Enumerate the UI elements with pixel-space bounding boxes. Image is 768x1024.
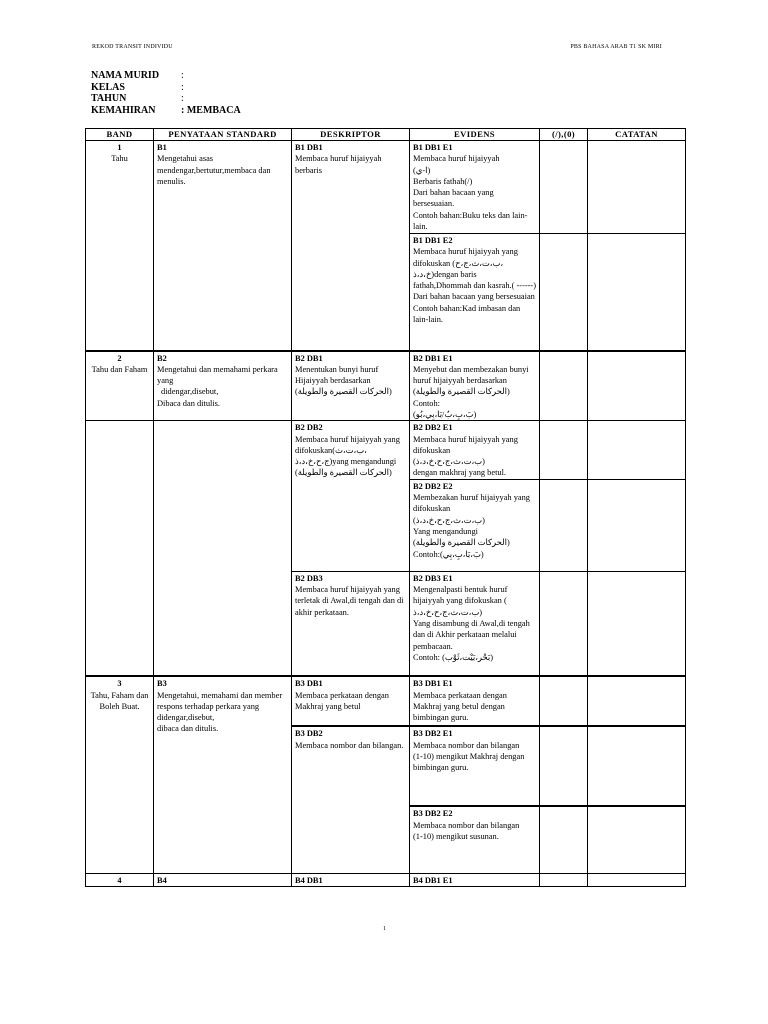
evidence-code: B3 DB1 E1 — [413, 679, 453, 689]
tick-cell[interactable] — [540, 571, 588, 676]
evidence-line: Menyebut dan membezakan bunyi huruf hijaiyyah berdasarkan — [413, 364, 529, 386]
nama-murid-colon: : — [181, 70, 184, 81]
standard-text: dibaca dan ditulis. — [157, 724, 219, 734]
evidence-line: Membaca huruf hijaiyyah yang difokuskan — [413, 434, 518, 455]
standard-text: Dibaca dan ditulis. — [157, 398, 221, 408]
band-number: 3 — [117, 679, 122, 689]
evidence-arabic: (ا-ي) — [413, 165, 431, 175]
standard-text: Mengetahui asas mendengar,bertutur,membaca dan menulis. — [157, 154, 271, 186]
standard-cell — [154, 676, 292, 873]
catatan-cell[interactable] — [588, 806, 686, 873]
kemahiran-value: : MEMBACA — [181, 104, 241, 116]
header-deskriptor: DESKRIPTOR — [292, 129, 410, 141]
evidence-line: Membezakan huruf hijaiyyah yang difokuskan — [413, 493, 530, 514]
evidence-cell — [410, 234, 540, 351]
info-row-nama-murid — [91, 70, 241, 82]
descriptor-text: ج،ح،خ،د،ذ)yang mengandungi — [295, 457, 397, 467]
page-number: 1 — [383, 926, 386, 932]
evidence-line: Yang mengandungi — [413, 526, 478, 536]
evidence-code: B4 DB1 E1 — [413, 875, 453, 885]
band-cell — [86, 873, 154, 886]
catatan-cell[interactable] — [588, 351, 686, 421]
evidence-arabic: (الحركات القصيرة والطويلة) — [413, 387, 510, 397]
descriptor-cell — [292, 571, 410, 676]
descriptor-code: B1 DB1 — [295, 143, 323, 152]
evidence-cell — [410, 726, 540, 806]
evidence-arabic: (الحركات القصيرة والطويلة) — [413, 538, 510, 548]
evidence-code: B2 DB2 E1 — [413, 423, 453, 433]
descriptor-text: Membaca perkataan dengan Makhraj yang betul — [295, 690, 389, 711]
header-catatan: CATATAN — [588, 129, 686, 141]
descriptor-code: B2 DB3 — [295, 573, 323, 583]
evidence-line: Membaca perkataan dengan Makhraj yang betul dengan bimbingan guru. — [413, 690, 507, 723]
evidence-line: Contoh: (بَحْر،بَيْت،ثَوْب) — [413, 652, 494, 662]
evidence-line: Contoh: — [413, 398, 440, 408]
transit-record-table — [85, 128, 686, 887]
band-cell — [86, 141, 154, 351]
evidence-line: Mengenalpasti bentuk huruf hijaiyyah yang difokuskan ( — [413, 585, 508, 606]
evidence-code: B3 DB2 E2 — [413, 809, 453, 819]
table-header-row — [86, 129, 686, 141]
evidence-code: B2 DB3 E1 — [413, 573, 453, 583]
catatan-cell[interactable] — [588, 421, 686, 479]
standard-cell — [154, 873, 292, 886]
descriptor-code: B2 DB2 — [295, 423, 323, 433]
tick-cell[interactable] — [540, 234, 588, 351]
student-info-block — [91, 70, 241, 116]
table-row — [86, 141, 686, 234]
evidence-cell — [410, 141, 540, 234]
descriptor-text: Membaca huruf hijaiyyah yang terletak di Awal,di tengah dan di akhir perkataan. — [295, 585, 404, 617]
evidence-cell — [410, 676, 540, 726]
descriptor-text: Membaca huruf hijaiyyah berbaris — [295, 154, 382, 175]
standard-text: didengar,disebut, — [161, 387, 219, 397]
standard-text: Mengetahui dan memahami perkara yang — [157, 364, 278, 386]
catatan-cell[interactable] — [588, 873, 686, 886]
tahun-label: TAHUN — [91, 93, 127, 104]
table-row — [86, 873, 686, 886]
evidence-line: Contoh bahan:Buku teks dan lain-lain. — [413, 210, 528, 232]
evidence-cell — [410, 571, 540, 676]
catatan-cell[interactable] — [588, 141, 686, 234]
catatan-cell[interactable] — [588, 234, 686, 351]
evidence-line: Contoh:(بَ،بَا،بِ،بِي) — [413, 549, 484, 559]
band-name: Tahu, Faham dan Boleh Buat. — [90, 690, 149, 711]
evidence-line: (1-10) mengikut Makhraj dengan bimbingan guru. — [413, 751, 525, 773]
evidence-code: B1 DB1 E1 — [413, 143, 453, 152]
table-row — [86, 676, 686, 726]
standard-code: B2 — [157, 353, 167, 363]
band-number: 2 — [117, 353, 122, 363]
descriptor-arabic: (الحركات القصيرة والطويلة) — [295, 387, 392, 397]
evidence-arabic: (ب،ت،ث،ج،ح،خ،د،ذ) — [413, 457, 485, 467]
descriptor-text: Membaca nombor dan bilangan. — [295, 740, 404, 750]
band-number: 1 — [117, 143, 122, 152]
evidence-code: B2 DB2 E2 — [413, 481, 453, 491]
standard-cell — [154, 141, 292, 351]
descriptor-code: B3 DB1 — [295, 679, 323, 689]
evidence-line: dengan makhraj yang betul. — [413, 468, 507, 478]
header-penyataan-standard: PENYATAAN STANDARD — [154, 129, 292, 141]
tahun-colon: : — [181, 93, 184, 104]
standard-code: B3 — [157, 679, 167, 689]
tick-cell[interactable] — [540, 873, 588, 886]
kelas-label: KELAS — [91, 81, 125, 93]
tick-cell[interactable] — [540, 676, 588, 726]
evidence-line: Membaca nombor dan bilangan — [413, 820, 520, 830]
info-row-tahun — [91, 93, 241, 105]
catatan-cell[interactable] — [588, 726, 686, 806]
evidence-line: Membaca nombor dan bilangan — [413, 740, 520, 750]
evidence-line: Yang disambung di Awal,di tengah dan di Akhir perkataan melalui pembacaan. — [413, 618, 530, 651]
band-cell — [86, 676, 154, 873]
evidence-cell — [410, 873, 540, 886]
evidence-cell — [410, 806, 540, 873]
tick-cell[interactable] — [540, 351, 588, 421]
evidence-line: Contoh bahan:Kad imbasan dan lain-lain. — [413, 303, 521, 325]
tick-cell[interactable] — [540, 141, 588, 234]
evidence-line: خ،د،ذ)dengan baris fathah,Dhommah dan kasrah.( ------) — [413, 269, 537, 291]
band-name: Tahu — [111, 154, 128, 164]
descriptor-cell — [292, 421, 410, 571]
tick-cell[interactable] — [540, 479, 588, 571]
standard-cell-empty — [154, 421, 292, 676]
nama-murid-label: NAMA MURID — [91, 70, 160, 81]
evidence-arabic: ب،ت،ث،ج،ح،خ،د،ذ) — [413, 607, 483, 617]
band-cell-empty — [86, 421, 154, 676]
evidence-code: B1 DB1 E2 — [413, 236, 453, 245]
descriptor-code: B2 DB1 — [295, 353, 323, 363]
evidence-line: Membaca huruf hijaiyyah — [413, 154, 500, 164]
info-row-kemahiran — [91, 105, 241, 117]
evidence-line: Berbaris fathah(/) — [413, 176, 473, 186]
standard-cell — [154, 351, 292, 421]
band-name: Tahu dan Faham — [91, 364, 148, 374]
standard-code: B1 — [157, 143, 167, 152]
info-row-kelas — [91, 82, 241, 94]
band-cell — [86, 351, 154, 421]
descriptor-cell — [292, 351, 410, 421]
catatan-cell[interactable] — [588, 676, 686, 726]
evidence-code: B2 DB1 E1 — [413, 353, 453, 363]
evidence-arabic: (ب،ت،ث،ج،ح،خ،د،ذ) — [413, 515, 485, 525]
descriptor-arabic: (الحركات القصيرة والطويلة) — [295, 468, 392, 478]
header-tick: (/),(0) — [540, 129, 588, 141]
descriptor-cell — [292, 873, 410, 886]
tick-cell[interactable] — [540, 421, 588, 479]
evidence-cell — [410, 479, 540, 571]
descriptor-cell — [292, 676, 410, 726]
catatan-cell[interactable] — [588, 479, 686, 571]
evidence-cell — [410, 421, 540, 479]
header-band: BAND — [86, 129, 154, 141]
evidence-line: (1-10) mengikut susunan. — [413, 831, 499, 841]
descriptor-text: Menentukan bunyi huruf Hijaiyyah berdasarkan — [295, 364, 379, 386]
evidence-arabic: (بَ،بِ،بُ/بَا،بِي،بُو) — [413, 409, 477, 419]
catatan-cell[interactable] — [588, 571, 686, 676]
descriptor-code: B4 DB1 — [295, 875, 323, 885]
descriptor-text: Membaca huruf hijaiyyah yang difokuskan(ب،ت،ث، — [295, 434, 400, 455]
descriptor-code: B3 DB2 — [295, 729, 323, 739]
kemahiran-label: KEMAHIRAN — [91, 104, 156, 116]
descriptor-cell — [292, 141, 410, 351]
evidence-line: Membaca huruf hijaiyyah yang difokuskan (ب،ت،ث،ج،ح، — [413, 247, 518, 268]
header-evidens: EVIDENS — [410, 129, 540, 141]
table-row — [86, 421, 686, 479]
descriptor-cell — [292, 726, 410, 873]
band-number: 4 — [117, 875, 122, 885]
standard-code: B4 — [157, 875, 167, 885]
evidence-line: Dari bahan bacaan yang bersesuaian — [413, 292, 535, 302]
kelas-colon: : — [181, 81, 184, 93]
tick-cell[interactable] — [540, 726, 588, 806]
document-header-left: REKOD TRANSIT INDIVIDU — [92, 44, 173, 50]
table-row — [86, 351, 686, 421]
evidence-cell — [410, 351, 540, 421]
tick-cell[interactable] — [540, 806, 588, 873]
document-header-right: PBS BAHASA ARAB T1 SK MIRI — [570, 44, 662, 50]
evidence-line: Dari bahan bacaan yang bersesuaian. — [413, 188, 494, 209]
standard-text: Mengetahui, memahami dan member respons terhadap perkara yang didengar,disebut, — [157, 690, 283, 723]
evidence-code: B3 DB2 E1 — [413, 729, 453, 739]
